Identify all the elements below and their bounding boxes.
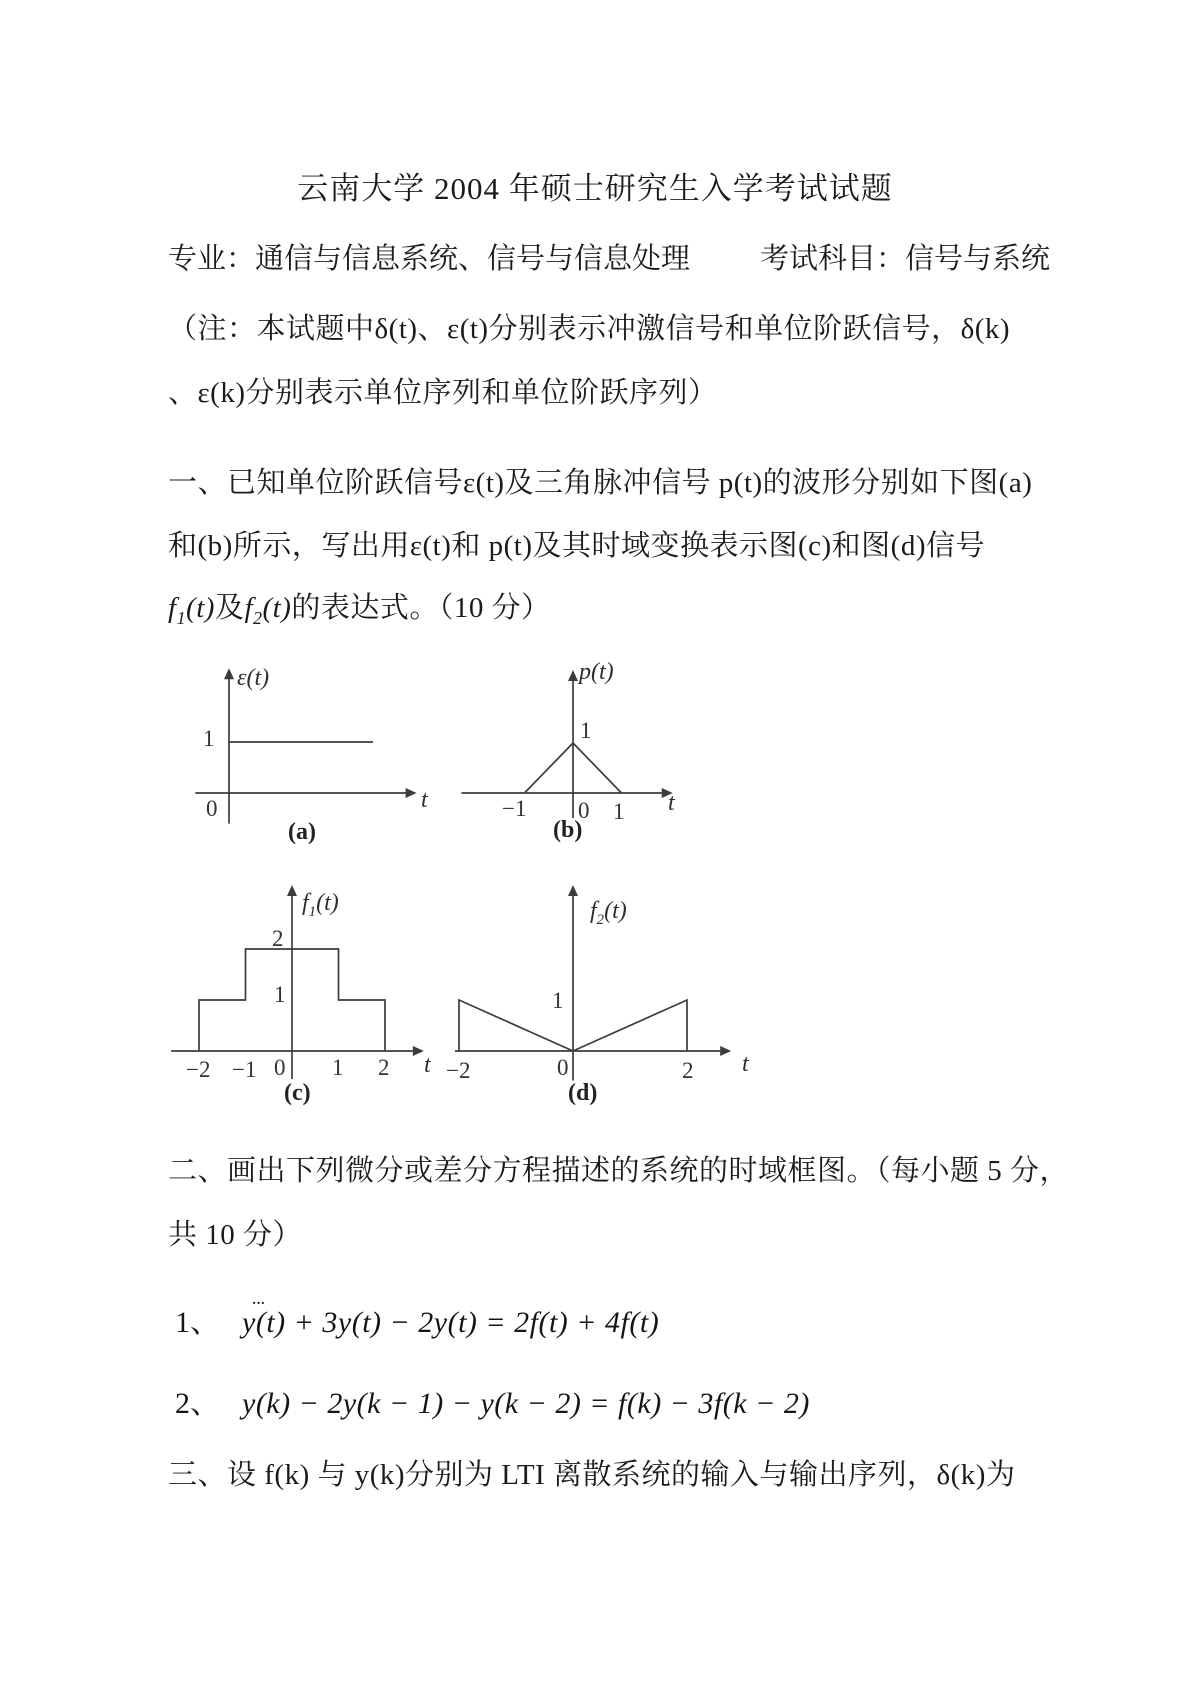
f1-symbol: f	[168, 592, 177, 624]
figure-a-origin-label: 0	[206, 796, 218, 821]
triple-dot-derivative-mark: ···	[251, 1293, 264, 1314]
figure-c-xaxis-label: t	[424, 1052, 431, 1078]
figure-c-ytick-1: 1	[274, 982, 286, 1007]
figure-c-xtick-minus2: −2	[186, 1057, 211, 1082]
figure-d-xtick-2: 2	[682, 1058, 694, 1083]
figure-c-xtick-2: 2	[378, 1055, 390, 1080]
figure-a	[160, 660, 440, 850]
figure-b-plot	[450, 655, 700, 835]
figure-d-ytick-1: 1	[552, 988, 564, 1013]
meta-line	[168, 236, 1050, 277]
equation-2: 2、 y(k) − 2y(k − 1) − y(k − 2) = f(k) − 3f(k − 2)	[175, 1387, 810, 1420]
figure-c-signal-label: $f_1(t)$	[302, 890, 339, 920]
figure-c-ytick-2: 2	[272, 926, 284, 951]
figure-b-xtick-1: 1	[613, 799, 625, 824]
question-1-line-3: $f_1(t)$及$f_2(t)$的表达式。（10 分）	[168, 592, 551, 628]
figure-b-xaxis-label: t	[668, 790, 675, 816]
figure-a-caption: (a)	[288, 819, 316, 845]
figure-d-signal-label: $f_2(t)$	[590, 898, 627, 928]
question-2-line-2: 共 10 分）	[168, 1219, 303, 1251]
question-2-line-1: 二、画出下列微分或差分方程描述的系统的时域框图。（每小题 5 分，	[168, 1155, 1070, 1187]
note-line-2: 、ε(k)分别表示单位序列和单位阶跃序列）	[168, 377, 718, 409]
question-1-line-2: 和(b)所示，写出用ε(t)和 p(t)及其时域变换表示图(c)和图(d)信号	[168, 530, 985, 562]
figure-c-xtick-minus1: −1	[232, 1057, 257, 1082]
figure-a-signal-label: ε(t)	[237, 665, 270, 691]
major-label: 专业：通信与信息系统、信号与信息处理	[168, 243, 691, 275]
figure-a-xaxis-label: t	[421, 787, 428, 813]
f2-symbol: f	[244, 592, 253, 624]
question-3-line-1: 三、设 f(k) 与 y(k)分别为 LTI 离散系统的输入与输出序列，δ(k)为	[168, 1459, 1016, 1491]
figure-c-origin-label: 0	[274, 1055, 286, 1080]
figure-b-xtick-minus1: −1	[502, 796, 527, 821]
figure-d-origin-label: 0	[557, 1055, 569, 1080]
figure-c	[160, 885, 460, 1110]
figure-d	[440, 885, 770, 1110]
note-line-1: （注：本试题中δ(t)、ε(t)分别表示冲激信号和单位阶跃信号，δ(k)	[168, 313, 1011, 345]
figure-c-caption: (c)	[284, 1080, 311, 1106]
subject-label: 考试科目：信号与系统	[759, 243, 1050, 275]
figure-d-caption: (d)	[568, 1080, 598, 1106]
page-title: 云南大学 2004 年硕士研究生入学考试试题	[297, 171, 893, 206]
figure-d-xaxis-label: t	[742, 1051, 749, 1077]
figure-d-xtick-minus2: −2	[446, 1058, 471, 1083]
figure-b	[450, 655, 740, 850]
question-1-line-1: 一、已知单位阶跃信号ε(t)及三角脉冲信号 p(t)的波形分别如下图(a)	[168, 467, 1033, 499]
figure-a-ytick-1: 1	[203, 726, 215, 751]
figure-c-xtick-1: 1	[332, 1055, 344, 1080]
figure-b-peak-label: 1	[580, 718, 592, 743]
figure-b-caption: (b)	[553, 817, 583, 843]
equation-1: 1、 y ··· (t) + 3y(t) − 2y(t) = 2f(t) + 4f(t)	[175, 1293, 660, 1339]
figure-b-origin-label: 0	[578, 798, 590, 823]
equation-1-number: 1、	[175, 1306, 220, 1339]
figure-b-signal-label: p(t)	[579, 659, 614, 685]
figure-a-plot	[160, 660, 430, 838]
equation-2-number: 2、	[175, 1387, 220, 1420]
